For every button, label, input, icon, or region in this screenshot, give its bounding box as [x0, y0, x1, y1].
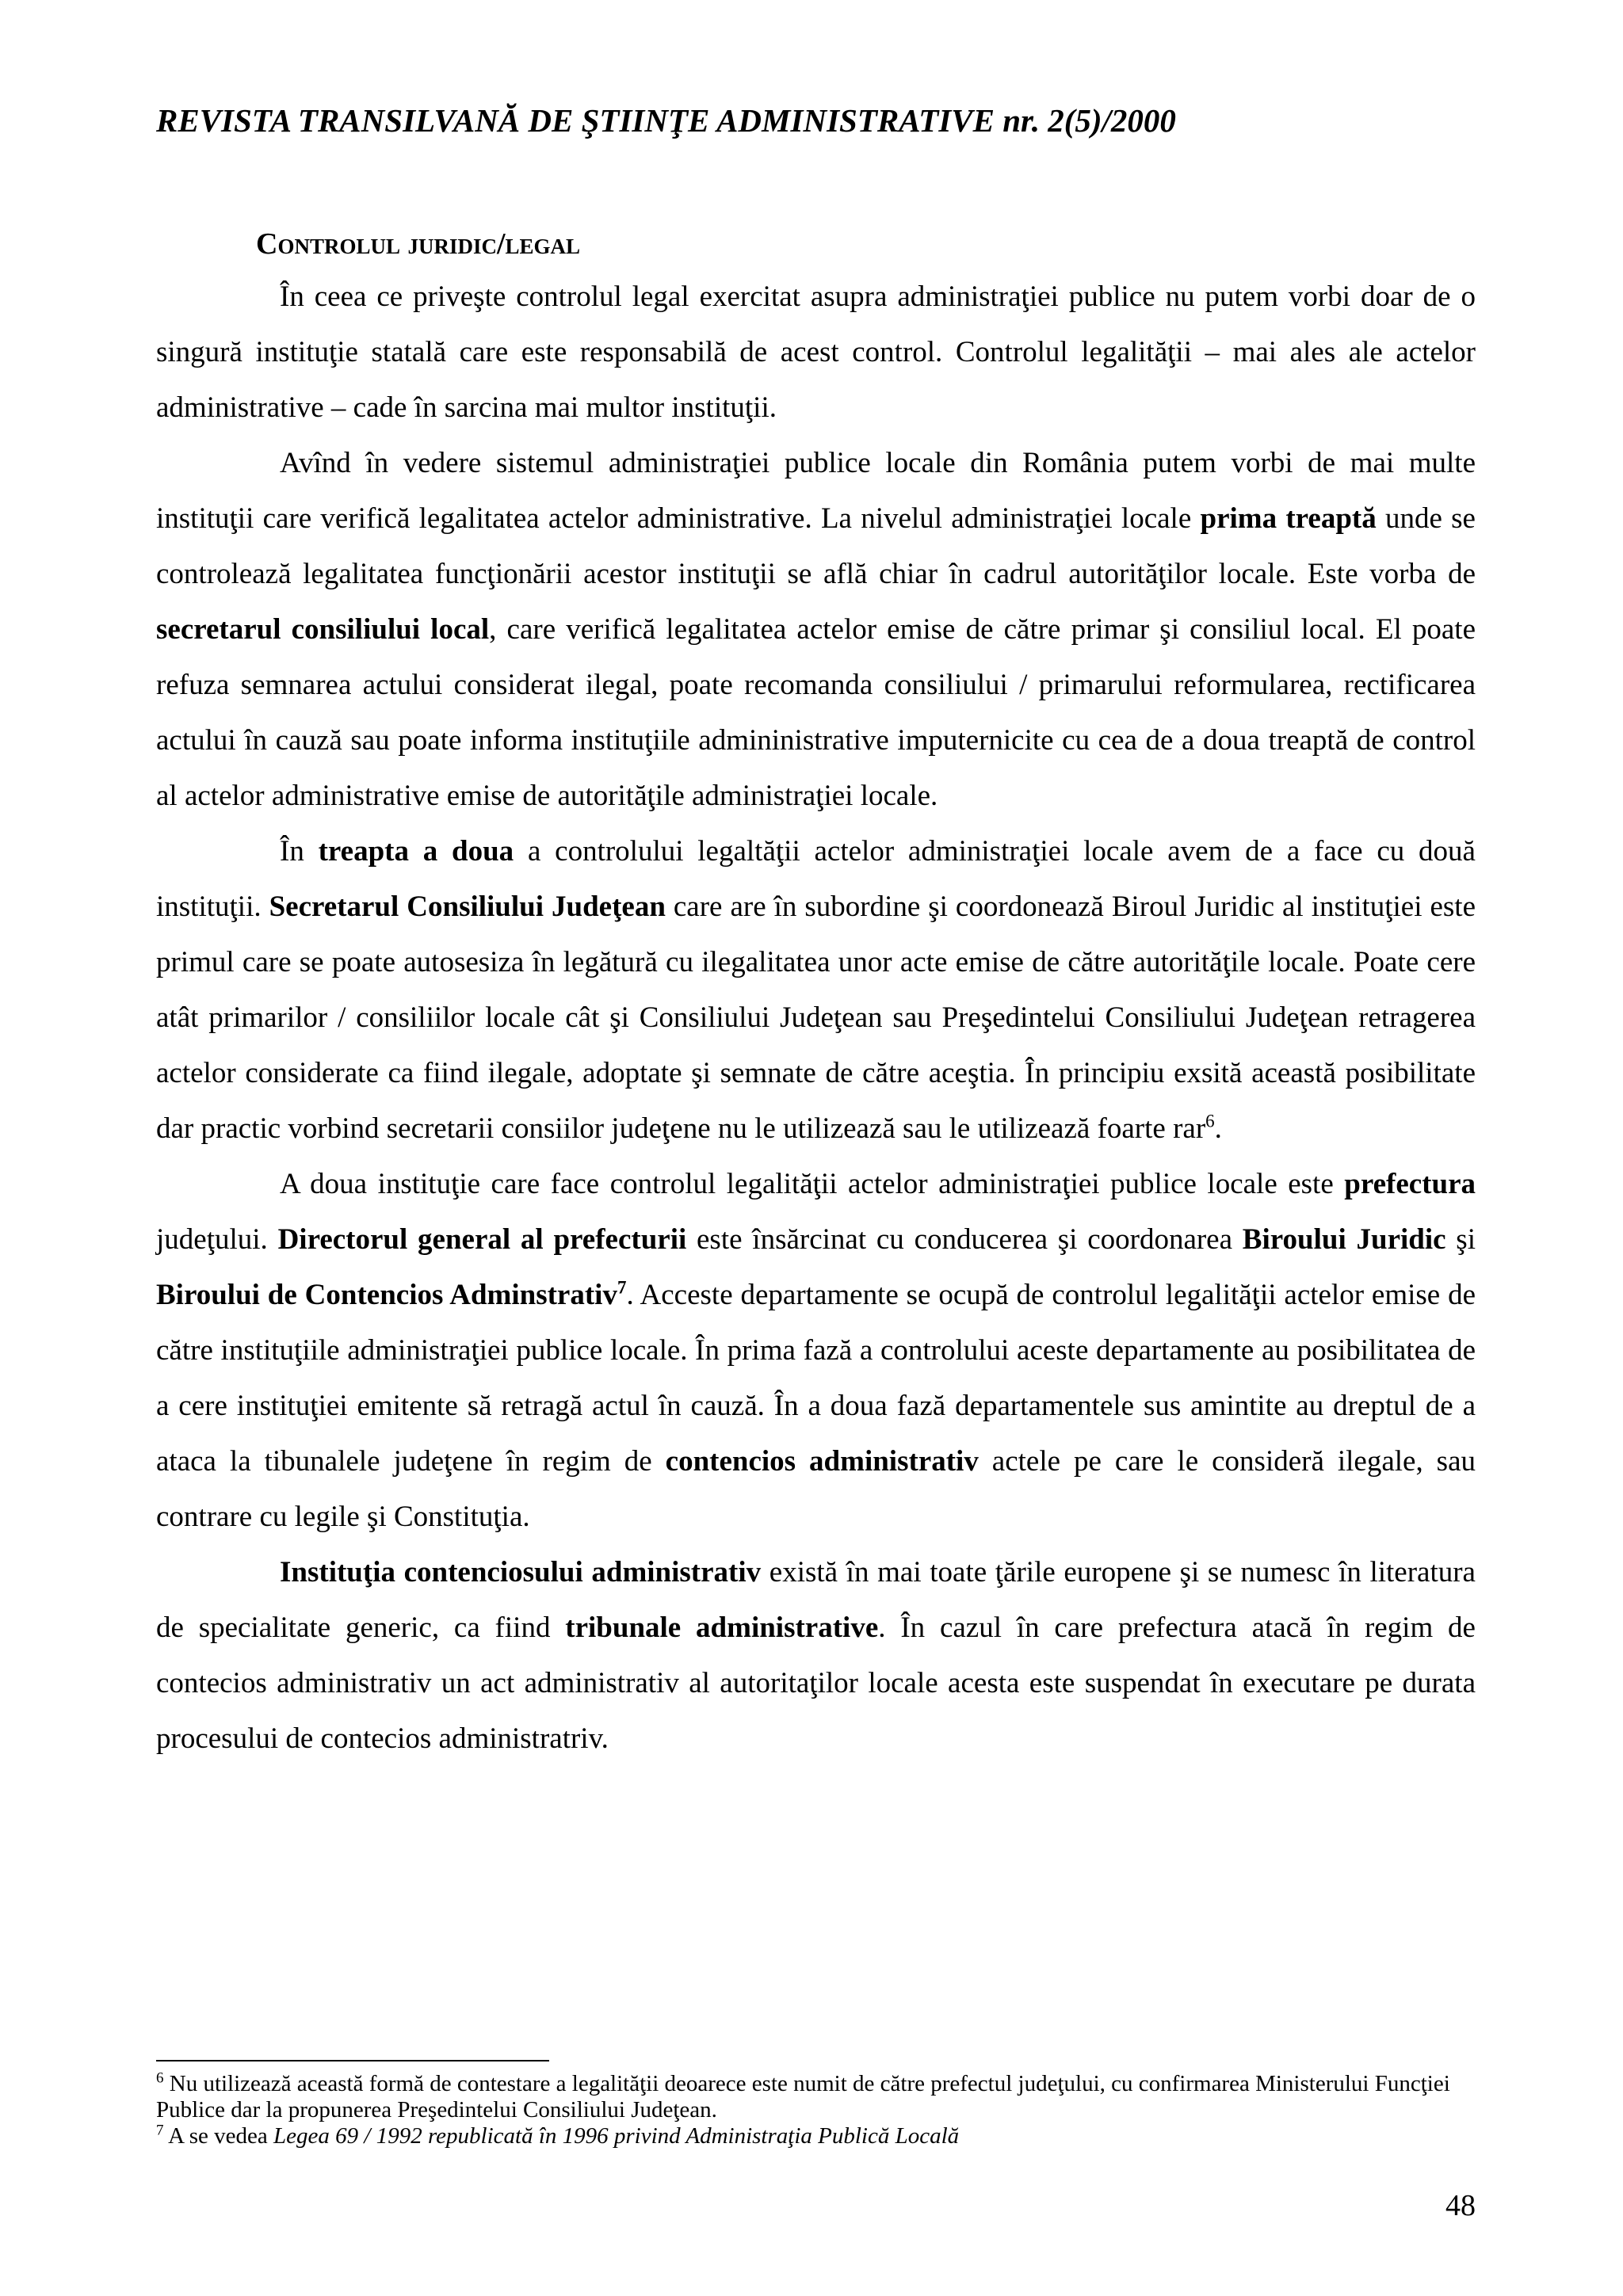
bold-term: secretarul consiliului local [156, 613, 490, 646]
bold-term: prima treaptă [1200, 502, 1377, 535]
bold-term: treapta a doua [318, 835, 514, 868]
text-run: . În cazul în care prefectura atacă în regim de contecios administrativ un act administrativ al autoritaţilor locale acesta este suspendat în executare pe durata procesului de contecios administratriv. [156, 1611, 1476, 1755]
paragraph [156, 1545, 1476, 1767]
journal-header: REVISTA TRANSILVANĂ DE ŞTIINŢE ADMINISTRATIVE nr. 2(5)/2000 [156, 102, 1176, 139]
text-run: judeţului. [156, 1223, 278, 1256]
text-run: În ceea ce priveşte controlul legal exercitat asupra administraţiei publice nu putem vorbi doar de o singură instituţie statală care este responsabilă de acest control. Controlul legalităţii – mai ales ale actelor administrative – cade în sarcina mai multor instituţii. [156, 280, 1476, 424]
bold-term: tribunale administrative [565, 1611, 879, 1644]
paragraph [156, 1157, 1476, 1545]
bold-term: Instituţia contenciosului administrativ [280, 1556, 762, 1589]
bold-term: prefectura [1344, 1168, 1476, 1200]
article-body [156, 225, 1476, 1767]
bold-term: Biroului de Contencios Adminstrativ [156, 1279, 617, 1311]
paragraph [156, 436, 1476, 824]
footnotes [156, 2071, 1476, 2149]
text-run: , care verifică legalitatea actelor emise de către primar şi consiliul local. El poate refuza semnarea actului considerat ilegal, poate recomanda consiliului / primarului reformularea, rectificarea actului în cauză sau poate informa instituţiile admininistrative imputernicite cu cea de a doua treaptă de control al actelor administrative emise de autorităţile administraţiei locale. [156, 613, 1476, 812]
text-run: există în mai toate ţările europene şi se numesc în literatura de specialitate generic, ca fiind [156, 1556, 1476, 1644]
footnote [156, 2123, 1476, 2149]
text-run: care are în subordine şi coordonează Biroul Juridic al instituţiei este primul care se poate autosesiza în legătură cu ilegalitatea unor acte emise de către autorităţile locale. Poate cere atât primarilor / consiliilor locale cât şi Consiliului Judeţean sau Preşedintelui Consiliului Judeţean retragerea actelor considerate ca fiind ilegale, adoptate şi semnate de către aceştia. În principiu exsită această posibilitate dar practic vorbind secretarii consiilor judeţene nu le utilizează sau le utilizează foarte rar [156, 891, 1476, 1145]
bold-term: Secretarul Consiliului Judeţean [269, 891, 666, 923]
text-run: este însărcinat cu conducerea şi coordonarea [686, 1223, 1243, 1256]
bold-term: Directorul general al prefecturii [277, 1223, 687, 1256]
footnote-marker: 6 [156, 2069, 164, 2087]
page-number: 48 [1445, 2189, 1476, 2222]
text-run: . [1214, 1112, 1222, 1145]
footnote-marker: 7 [156, 2122, 164, 2139]
bold-term: Biroului Juridic [1242, 1223, 1446, 1256]
section-title: Controlul juridic/legal [256, 227, 581, 261]
footnote-marker: 6 [1205, 1111, 1215, 1131]
footnote [156, 2071, 1476, 2123]
footnote-separator [156, 2060, 549, 2061]
text-run: unde se controlează legalitatea funcţionării acestor instituţii se află chiar în cadrul autorităţilor locale. Este vorba de [156, 502, 1476, 590]
text-run: actele pe care le consideră ilegale, sau contrare cu legile şi Constituţia. [156, 1445, 1476, 1533]
text-run: În [280, 835, 319, 868]
paragraph [156, 269, 1476, 436]
text-run: A se vedea [163, 2123, 274, 2149]
text-run: a controlului legaltăţii actelor administraţiei locale avem de a face cu două instituţii. [156, 835, 1476, 923]
text-run: A doua instituţie care face controlul legalităţii actelor administraţiei publice locale este [280, 1168, 1345, 1200]
footnote-marker: 7 [617, 1277, 627, 1298]
paragraph [156, 824, 1476, 1157]
italic-citation: Legea 69 / 1992 republicată în 1996 privind Administraţia Publică Locală [273, 2123, 960, 2149]
text-run: Nu utilizează această formă de contestare a legalităţii deoarece este numit de către prefectul judeţului, cu confirmarea Ministerului Funcţiei Publice dar la propunerea Preşedintelui Consiliului Judeţean. [156, 2071, 1450, 2122]
text-run: şi [1445, 1223, 1476, 1256]
bold-term: contencios administrativ [665, 1445, 979, 1478]
text-run: Avînd în vedere sistemul administraţiei publice locale din România putem vorbi de mai multe instituţii care verifică legalitatea actelor administrative. La nivelul administraţiei locale [156, 447, 1476, 535]
text-run: . Acceste departamente se ocupă de controlul legalităţii actelor emise de către instituţiile administraţiei publice locale. În prima fază a controlului aceste departamente au posibilitatea de a cere instituţiei emitente să retragă actul în cauză. În a doua fază departamentele sus amintite au dreptul de a ataca la tibunalele judeţene în regim de [156, 1279, 1476, 1478]
